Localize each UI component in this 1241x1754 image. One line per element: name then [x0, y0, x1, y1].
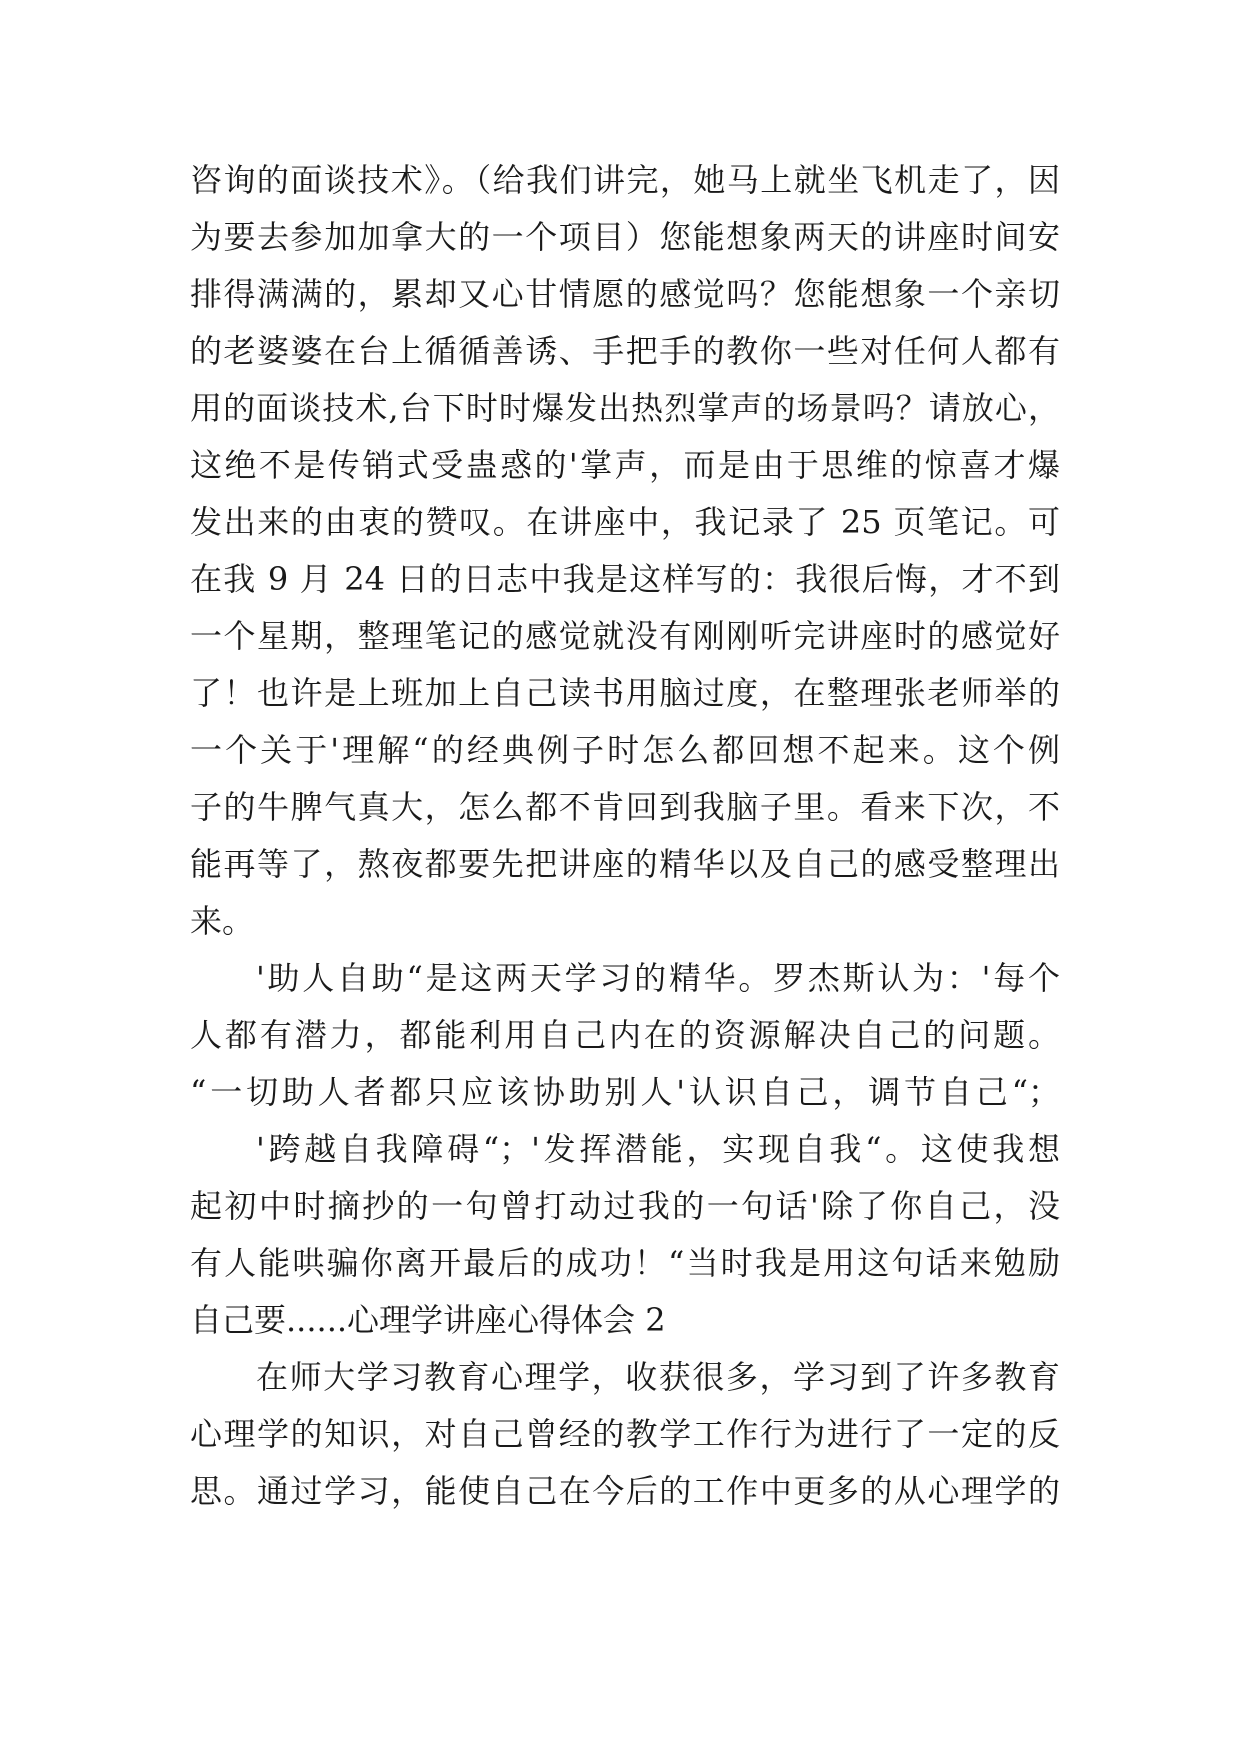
- text-line: “一切助人者都只应该协助别人'认识自己，调节自己“；: [190, 1073, 1060, 1111]
- body-text: [190, 152, 1060, 1520]
- text-line: 来。: [190, 902, 255, 940]
- text-line: 子的牛脾气真大，怎么都不肯回到我脑子里。看来下次，不: [190, 788, 1060, 826]
- text-line: 起初中时摘抄的一句曾打动过我的一句话'除了你自己，没: [190, 1187, 1060, 1225]
- text-line: 心理学的知识，对自己曾经的教学工作行为进行了一定的反: [190, 1415, 1060, 1453]
- text-line: 思。通过学习，能使自己在今后的工作中更多的从心理学的: [190, 1472, 1060, 1510]
- text-line: 人都有潜力，都能利用自己内在的资源解决自己的问题。: [190, 1016, 1060, 1054]
- text-line: 一个星期，整理笔记的感觉就没有刚刚听完讲座时的感觉好: [190, 617, 1060, 655]
- text-line: 咨询的面谈技术》。（给我们讲完，她马上就坐飞机走了，因: [190, 161, 1060, 199]
- text-line: 在我 9 月 24 日的日志中我是这样写的：我很后悔，才不到: [190, 560, 1060, 598]
- text-line: 排得满满的，累却又心甘情愿的感觉吗？您能想象一个亲切: [190, 275, 1060, 313]
- text-line: 能再等了，熬夜都要先把讲座的精华以及自己的感受整理出: [190, 845, 1060, 883]
- text-line: 用的面谈技术,台下时时爆发出热烈掌声的场景吗？请放心，: [190, 389, 1060, 427]
- paragraph-start-line: '跨越自我障碍“；'发挥潜能，实现自我“。这使我想: [256, 1130, 1060, 1168]
- text-line: 发出来的由衷的赞叹。在讲座中，我记录了 25 页笔记。可: [190, 503, 1060, 541]
- text-line: 的老婆婆在台上循循善诱、手把手的教你一些对任何人都有: [190, 332, 1060, 370]
- text-line: 了！也许是上班加上自己读书用脑过度，在整理张老师举的: [190, 674, 1060, 712]
- paragraph-start-line: '助人自助“是这两天学习的精华。罗杰斯认为：'每个: [256, 959, 1060, 997]
- paragraph-start-line: 在师大学习教育心理学，收获很多，学习到了许多教育: [256, 1358, 1060, 1396]
- text-line: 这绝不是传销式受蛊惑的'掌声，而是由于思维的惊喜才爆: [190, 446, 1060, 484]
- text-line: 为要去参加加拿大的一个项目）您能想象两天的讲座时间安: [190, 218, 1060, 256]
- text-line: 有人能哄骗你离开最后的成功！“当时我是用这句话来勉励: [190, 1244, 1060, 1282]
- text-line: 一个关于'理解“的经典例子时怎么都回想不起来。这个例: [190, 731, 1060, 769]
- section-heading-line: 自己要......心理学讲座心得体会 2: [190, 1301, 666, 1339]
